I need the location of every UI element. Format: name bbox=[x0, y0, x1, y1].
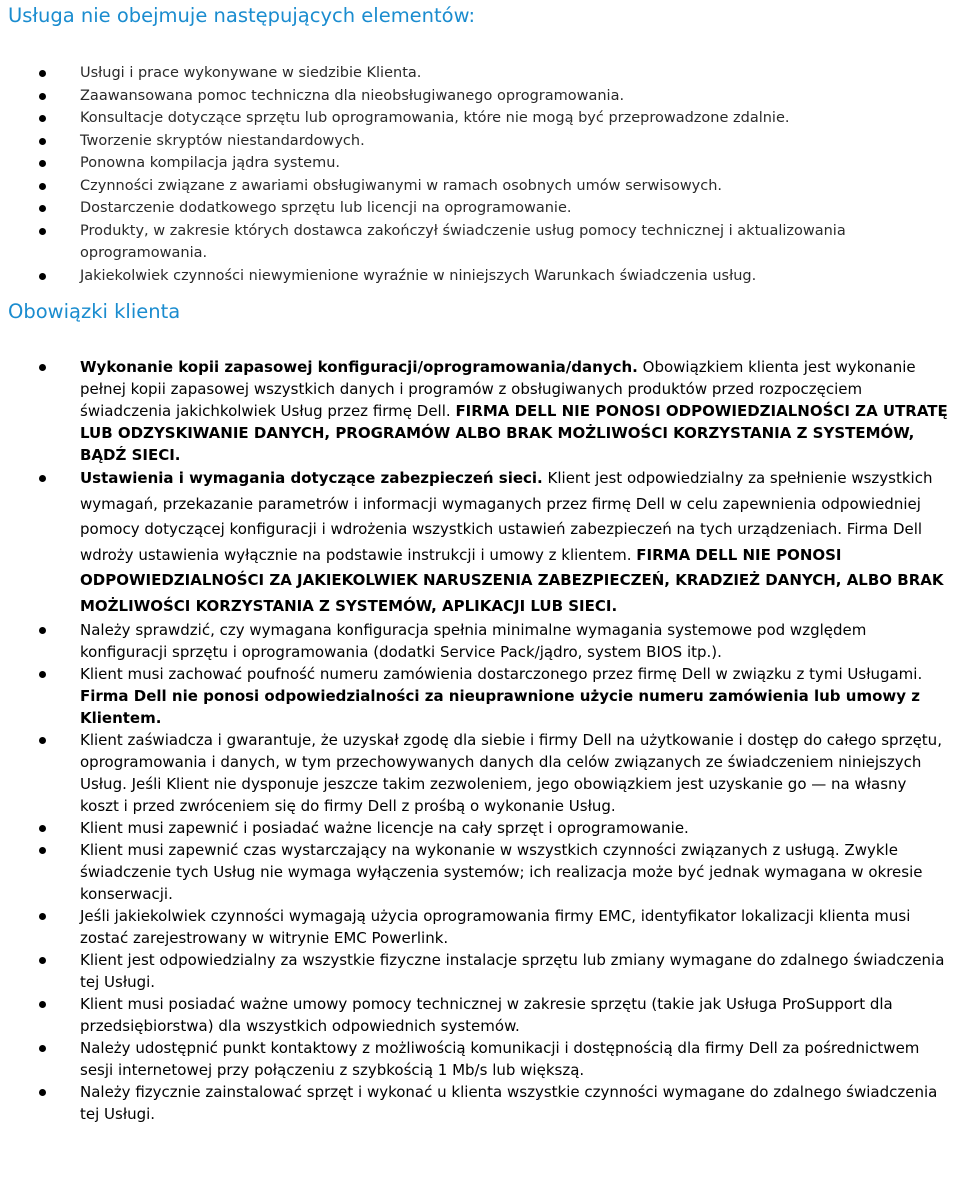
list-item: Dostarczenie dodatkowego sprzętu lub licencji na oprogramowanie. bbox=[0, 197, 960, 220]
list-item bbox=[0, 1037, 960, 1081]
list-item bbox=[0, 1081, 960, 1125]
customer-obligations-list bbox=[0, 356, 960, 1125]
list-item bbox=[0, 663, 960, 729]
list-item bbox=[0, 356, 960, 466]
excluded-services-list bbox=[0, 62, 960, 287]
list-item bbox=[0, 993, 960, 1037]
item-bold-lead: Wykonanie kopii zapasowej konfiguracji/oprogramowania/danych. bbox=[80, 358, 638, 376]
list-item: Tworzenie skryptów niestandardowych. bbox=[0, 130, 960, 153]
list-item: Produkty, w zakresie których dostawca zakończył świadczenie usług pomocy technicznej i aktualizowania oprogramowania. bbox=[0, 220, 960, 265]
item-bold-lead: Ustawienia i wymagania dotyczące zabezpieczeń sieci. bbox=[80, 469, 543, 487]
item-text: Klient musi zachować poufność numeru zamówienia dostarczonego przez firmę Dell w związku z tymi Usługami. bbox=[80, 665, 923, 683]
list-item bbox=[0, 729, 960, 817]
section-heading-customer-obligations: Obowiązki klienta bbox=[8, 300, 181, 323]
item-text: Należy udostępnić punkt kontaktowy z możliwością komunikacji i dostępnością dla firmy Dell za pośrednictwem sesji internetowej przy połączeniu z szybkością 1 Mb/s lub większą. bbox=[80, 1039, 920, 1079]
item-text: Należy sprawdzić, czy wymagana konfiguracja spełnia minimalne wymagania systemowe pod względem konfiguracji sprzętu i oprogramowania (dodatki Service Pack/jądro, system BIOS itp.). bbox=[80, 621, 867, 661]
item-bold-tail: Firma Dell nie ponosi odpowiedzialności za nieuprawnione użycie numeru zamówienia lub umowy z Klientem. bbox=[80, 687, 920, 727]
list-item bbox=[0, 817, 960, 839]
section-heading-excluded-services: Usługa nie obejmuje następujących elementów: bbox=[8, 4, 476, 27]
list-item bbox=[0, 949, 960, 993]
list-item bbox=[0, 466, 960, 619]
item-text: Klient jest odpowiedzialny za spełnienie wszystkich wymagań, przekazanie parametrów i informacji wymaganych przez firmę Dell w celu zapewnienia odpowiedniej pomocy dotyczącej konfiguracji i wdrożenia wszystkich ustawień zabezpieczeń na tych urządzeniach. Firma Dell wdroży ustawienia wyłącznie na podstawie instrukcji i umowy z klientem. bbox=[80, 469, 933, 564]
list-item: Ponowna kompilacja jądra systemu. bbox=[0, 152, 960, 175]
item-text: Klient musi zapewnić i posiadać ważne licencje na cały sprzęt i oprogramowanie. bbox=[80, 819, 689, 837]
item-text: Należy fizycznie zainstalować sprzęt i wykonać u klienta wszystkie czynności wymagane do zdalnego świadczenia tej Usługi. bbox=[80, 1083, 938, 1123]
item-text: Klient musi zapewnić czas wystarczający na wykonanie w wszystkich czynności związanych z usługą. Zwykle świadczenie tych Usług nie wymaga wyłączenia systemów; ich realizacja może być jednak wymagana w okresie konserwacji. bbox=[80, 841, 923, 903]
item-text: Klient zaświadcza i gwarantuje, że uzyskał zgodę dla siebie i firmy Dell na użytkowanie i dostęp do całego sprzętu, oprogramowania i danych, w tym przechowywanych danych dla celów związanych ze świadczeniem niniejszych Usług. Jeśli Klient nie dysponuje jeszcze takim zezwoleniem, jego obowiązkiem jest uzyskanie go — na własny koszt i przed zwróceniem się do firmy Dell z prośbą o wykonanie Usług. bbox=[80, 731, 942, 815]
item-bold-tail: FIRMA DELL NIE PONOSI ODPOWIEDZIALNOŚCI ZA UTRATĘ LUB ODZYSKIWANIE DANYCH, PROGRAMÓW ALBO BRAK MOŻLIWOŚCI KORZYSTANIA Z SYSTEMÓW, BĄDŹ SIECI. bbox=[80, 402, 948, 464]
item-text: Jeśli jakiekolwiek czynności wymagają użycia oprogramowania firmy EMC, identyfikator lokalizacji klienta musi zostać zarejestrowany w witrynie EMC Powerlink. bbox=[80, 907, 911, 947]
list-item: Konsultacje dotyczące sprzętu lub oprogramowania, które nie mogą być przeprowadzone zdalnie. bbox=[0, 107, 960, 130]
list-item: Zaawansowana pomoc techniczna dla nieobsługiwanego oprogramowania. bbox=[0, 85, 960, 108]
list-item: Czynności związane z awariami obsługiwanymi w ramach osobnych umów serwisowych. bbox=[0, 175, 960, 198]
list-item: Jakiekolwiek czynności niewymienione wyraźnie w niniejszych Warunkach świadczenia usług. bbox=[0, 265, 960, 288]
item-text: Klient jest odpowiedzialny za wszystkie fizyczne instalacje sprzętu lub zmiany wymagane do zdalnego świadczenia tej Usługi. bbox=[80, 951, 945, 991]
list-item bbox=[0, 619, 960, 663]
item-bold-tail: FIRMA DELL NIE PONOSI ODPOWIEDZIALNOŚCI ZA JAKIEKOLWIEK NARUSZENIA ZABEZPIECZEŃ, KRADZIEŻ DANYCH, ALBO BRAK MOŻLIWOŚCI KORZYSTANIA Z SYSTEMÓW, APLIKACJI LUB SIECI. bbox=[80, 545, 944, 615]
list-item bbox=[0, 905, 960, 949]
list-item bbox=[0, 839, 960, 905]
item-text: Klient musi posiadać ważne umowy pomocy technicznej w zakresie sprzętu (takie jak Usługa ProSupport dla przedsiębiorstwa) dla wszystkich odpowiednich systemów. bbox=[80, 995, 893, 1035]
list-item: Usługi i prace wykonywane w siedzibie Klienta. bbox=[0, 62, 960, 85]
item-text: Obowiązkiem klienta jest wykonanie pełnej kopii zapasowej wszystkich danych i programów z obsługiwanych produktów przed rozpoczęciem świadczenia jakichkolwiek Usług przez firmę Dell. bbox=[80, 358, 916, 420]
